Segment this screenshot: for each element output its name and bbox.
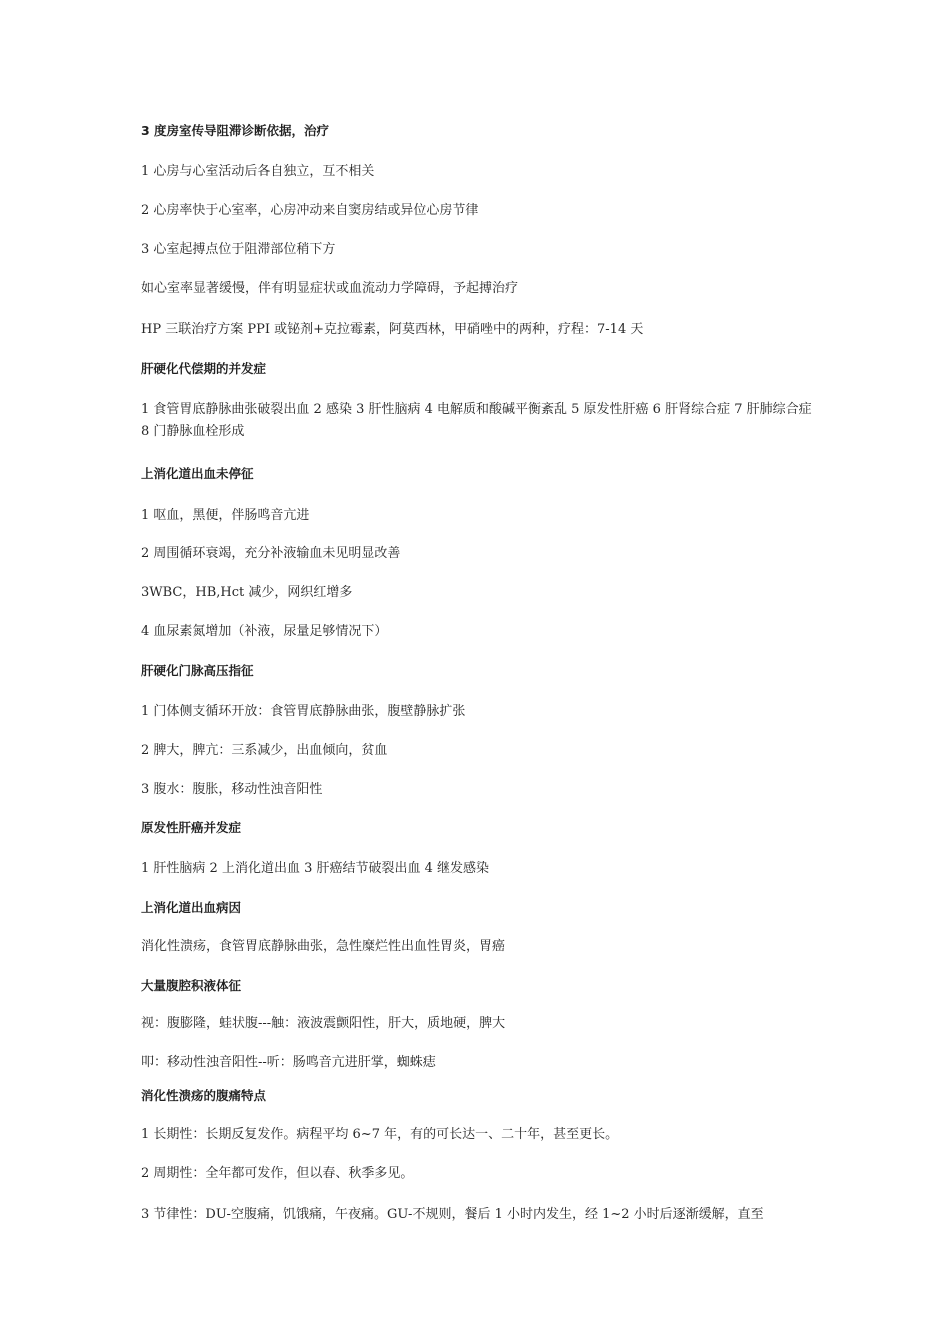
- text-line: 2 周期性：全年都可发作，但以春、秋季多见。: [141, 1166, 414, 1181]
- text-line: 4 血尿素氮增加（补液，尿量足够情况下）: [141, 624, 388, 639]
- heading-ugib-causes: 上消化道出血病因: [141, 900, 242, 915]
- heading-ascites-signs: 大量腹腔积液体征: [141, 978, 242, 993]
- text-line: 1 呕血，黑便，伴肠鸣音亢进: [141, 508, 310, 523]
- heading-ugib-ongoing: 上消化道出血未停征: [141, 466, 254, 481]
- text-line: 2 周围循环衰竭，充分补液输血未见明显改善: [141, 546, 401, 561]
- text-line: 1 长期性：长期反复发作。病程平均 6~7 年，有的可长达一、二十年，甚至更长。: [141, 1127, 619, 1142]
- text-line: 3WBC，HB,Hct 减少，网织红增多: [141, 585, 353, 600]
- text-line: 2 脾大，脾亢：三系减少，出血倾向，贫血: [141, 743, 388, 758]
- text-line: 3 节律性：DU-空腹痛，饥饿痛，午夜痛。GU-不规则，餐后 1 小时内发生，经 1~2 小时后逐渐缓解，直至: [141, 1207, 764, 1222]
- heading-hcc-complications: 原发性肝癌并发症: [141, 820, 242, 835]
- text-paragraph: 1 食管胃底静脉曲张破裂出血 2 感染 3 肝性脑病 4 电解质和酸碱平衡紊乱 5 原发性肝癌 6 肝肾综合症 7 肝肺综合症 8 门静脉血栓形成: [141, 402, 812, 439]
- text-line: 消化性溃疡，食管胃底静脉曲张，急性糜烂性出血性胃炎，胃癌: [141, 939, 506, 954]
- heading-ulcer-pain: 消化性溃疡的腹痛特点: [141, 1088, 267, 1103]
- text-line: 3 心室起搏点位于阻滞部位稍下方: [141, 242, 336, 257]
- text-line: HP 三联治疗方案 PPI 或铋剂+克拉霉素，阿莫西林，甲硝唑中的两种，疗程：7-14 天: [141, 322, 644, 337]
- heading-cirrhosis-complications: 肝硬化代偿期的并发症: [141, 361, 267, 376]
- heading-portal-hypertension: 肝硬化门脉高压指征: [141, 663, 254, 678]
- text-line: 2 心房率快于心室率，心房冲动来自窦房结或异位心房节律: [141, 203, 479, 218]
- text-line: 叩：移动性浊音阳性--听：肠鸣音亢进肝掌，蜘蛛痣: [141, 1055, 436, 1070]
- text-line: 3 腹水：腹胀，移动性浊音阳性: [141, 782, 323, 797]
- text-line: 1 心房与心室活动后各自独立，互不相关: [141, 164, 375, 179]
- text-line: 如心室率显著缓慢，伴有明显症状或血流动力学障碍，予起搏治疗: [141, 281, 519, 296]
- heading-av-block: 3 度房室传导阻滞诊断依据，治疗: [141, 123, 330, 138]
- text-line: 1 肝性脑病 2 上消化道出血 3 肝癌结节破裂出血 4 继发感染: [141, 861, 490, 876]
- text-line: 1 门体侧支循环开放：食管胃底静脉曲张，腹壁静脉扩张: [141, 704, 466, 719]
- text-line: 视：腹膨隆，蛙状腹---触：液波震颤阳性，肝大，质地硬，脾大: [141, 1016, 506, 1031]
